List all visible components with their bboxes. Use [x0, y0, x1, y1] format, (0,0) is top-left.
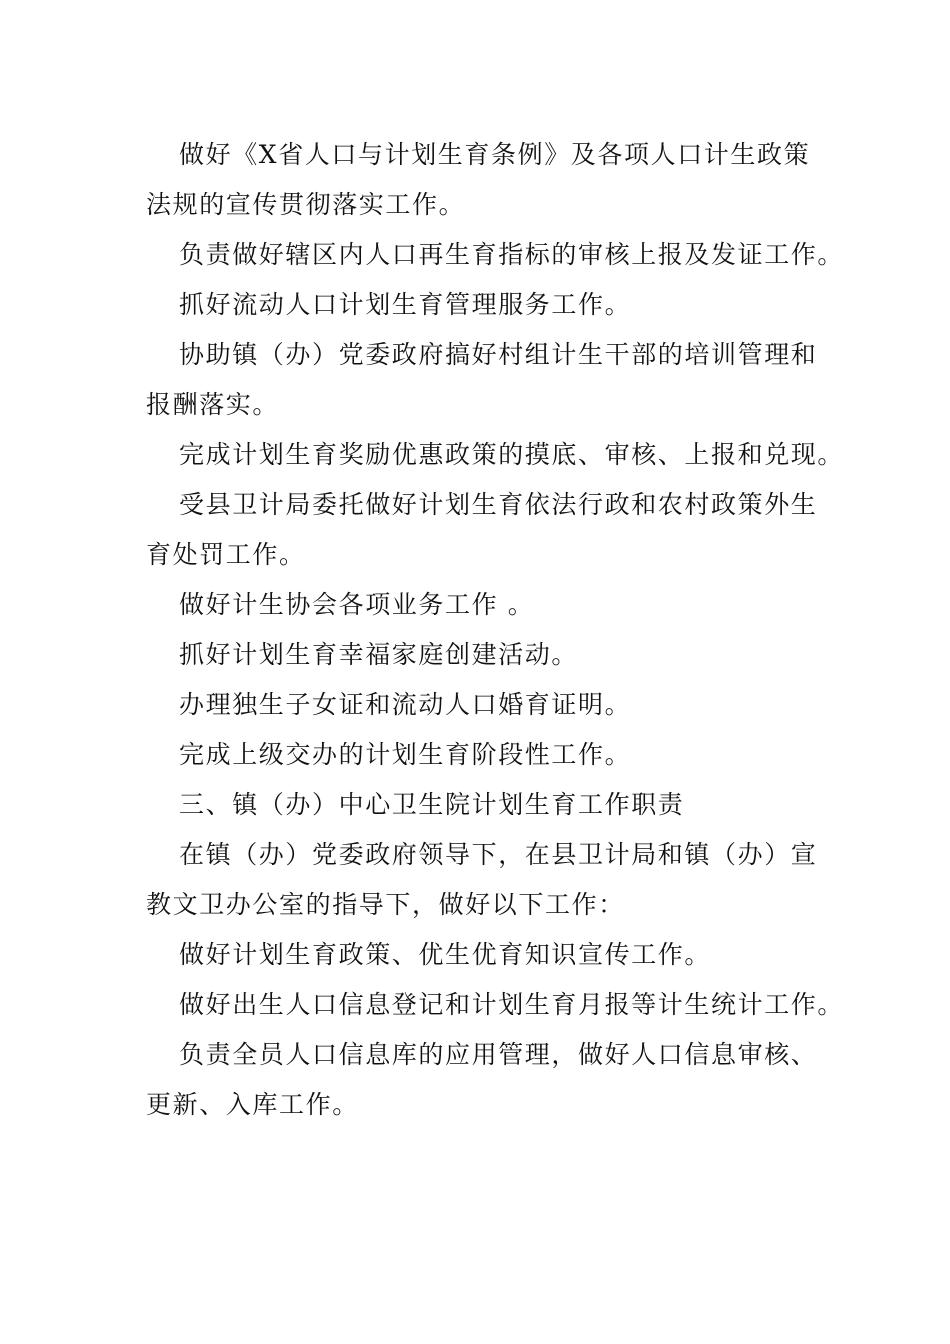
paragraph-line: 办理独生子女证和流动人口婚育证明。	[179, 690, 632, 719]
paragraph-line: 做好《X省人口与计划生育条例》及各项人口计生政策	[179, 140, 811, 169]
paragraph-line: 教文卫办公室的指导下，做好以下工作：	[146, 890, 625, 919]
paragraph-line: 更新、入库工作。	[146, 1090, 359, 1119]
paragraph-line: 做好计生协会各项业务工作 。	[179, 590, 535, 619]
paragraph-line: 做好计划生育政策、优生优育知识宣传工作。	[179, 940, 712, 969]
paragraph-line: 完成上级交办的计划生育阶段性工作。	[179, 740, 632, 769]
paragraph-line: 负责做好辖区内人口再生育指标的审核上报及发证工作。	[179, 240, 845, 269]
paragraph-line: 报酬落实。	[146, 390, 280, 419]
paragraph-line: 做好出生人口信息登记和计划生育月报等计生统计工作。	[179, 990, 845, 1019]
paragraph-line: 在镇（办）党委政府领导下，在县卫计局和镇（办）宣	[179, 840, 818, 869]
section-heading: 三、镇（办）中心卫生院计划生育工作职责	[179, 790, 685, 819]
paragraph-line: 抓好计划生育幸福家庭创建活动。	[179, 640, 579, 669]
paragraph-line: 协助镇（办）党委政府搞好村组计生干部的培训管理和	[179, 340, 818, 369]
paragraph-line: 抓好流动人口计划生育管理服务工作。	[179, 290, 632, 319]
paragraph-line: 受县卫计局委托做好计划生育依法行政和农村政策外生	[179, 490, 818, 519]
paragraph-line: 负责全员人口信息库的应用管理，做好人口信息审核、	[179, 1040, 818, 1069]
paragraph-line: 育处罚工作。	[146, 540, 306, 569]
paragraph-line: 完成计划生育奖励优惠政策的摸底、审核、上报和兑现。	[179, 440, 845, 469]
document-body	[146, 130, 845, 1130]
paragraph-line: 法规的宣传贯彻落实工作。	[146, 190, 466, 219]
